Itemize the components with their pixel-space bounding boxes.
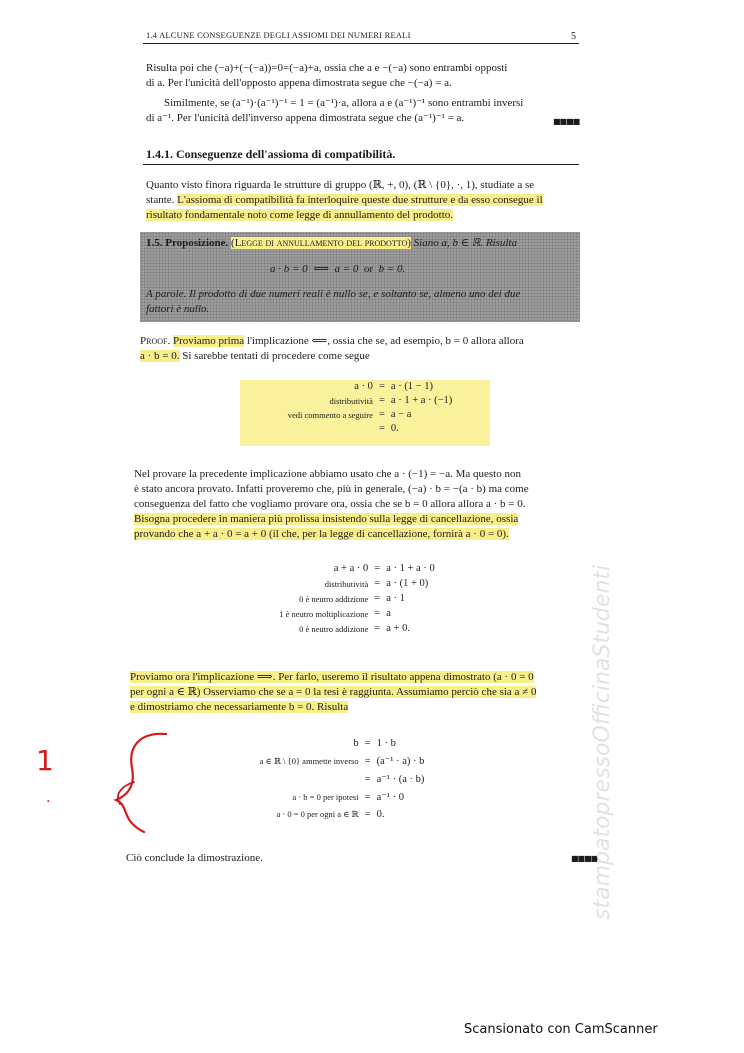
text-line: di a⁻¹. Per l'unicità dell'inverso appena dimostrata segue che (a⁻¹)⁻¹ = a. [146,112,465,124]
equals-sign: = [374,623,381,634]
proof-paragraph-2 [134,467,586,542]
handwritten-1: 1 [36,744,54,777]
proposition-statement [146,236,578,251]
proposition-name: (Legge di annullamento del prodotto) [231,237,411,249]
intro-paragraph-1 [146,61,586,91]
equals-sign: = [364,791,371,803]
proof-paragraph-3 [130,670,592,715]
watermark: stampatopressoOfficinaStudenti [590,564,615,920]
equation-block-3 [212,738,472,820]
equation-right: a [386,608,391,619]
highlighted-text: Proviamo ora l'implicazione ⟹. Per farlo, useremo il risultato appena dimostrato (a · 0 = 0 [130,671,534,683]
formula-part: or [363,263,374,275]
text-line: Quanto visto finora riguarda le strutture di gruppo (ℝ, +, 0), (ℝ \ {0}, ·, 1), studiate a se [146,179,535,191]
text-line: A parole. Il prodotto di due numeri reali è nullo se, e soltanto se, almeno uno dei due [146,288,521,300]
equation-left: a · 0 = 0 per ogni a ∈ ℝ [276,809,359,819]
equation-right: a · 1 [386,593,405,604]
equation-left: a · 0 [354,381,373,392]
scanner-footer: Scansionato con CamScanner [464,1022,658,1037]
equation-left: a ∈ ℝ \ {0} ammette inverso [259,755,359,766]
handwritten-brace-2 [100,728,180,838]
page-number: 5 [571,31,576,42]
proposition-formula [270,262,405,277]
equation-left: 1 è neutro moltiplicazione [279,608,369,619]
text-line: conseguenza del fatto che vogliamo provare ora, ossia che se b = 0 allora allora a · b = 0. [134,498,526,510]
text-line: stante. [146,194,178,206]
text-line: di a. Per l'unicità dell'opposto appena dimostrata segue che −(−a) = a. [146,77,452,89]
text-line: l'implicazione ⟸, ossia che se, ad esempio, b = 0 allora allora [244,335,524,347]
proposition-in-words [146,287,578,317]
equation-right: 1 · b [376,738,396,749]
proposition-label: 1.5. Proposizione. [146,237,229,249]
equation-block-1 [250,381,490,434]
equals-sign: = [364,773,371,785]
highlighted-text: a · b = 0. [140,350,180,362]
highlighted-text: provando che a + a · 0 = a + 0 (il che, per la legge di cancellazione, fornirà a · 0 = 0). [134,528,509,540]
proof-conclusion: Ciò conclude la dimostrazione. [126,852,263,864]
equation-left: 0 è neutro addizione [299,623,369,634]
handwritten-dot: . [46,790,51,806]
equation-left: 0 è neutro addizione [299,593,369,604]
text-line: Si sarebbe tentati di procedere come segue [179,350,370,362]
equals-sign: = [378,381,385,392]
equals-sign: = [378,395,385,406]
equation-left: vedi commento a seguire [287,409,373,420]
equals-sign: = [374,593,381,604]
equals-sign: = [374,563,381,574]
equals-sign: = [364,738,371,749]
proposition-text: Siano a, b ∈ ℝ. Risulta [413,237,517,249]
equation-right: a + 0. [386,623,410,634]
text-line: Risulta poi che (−a)+(−(−a))=0=(−a)+a, ossia che a e −(−a) sono entrambi opposti [146,62,508,74]
equals-sign: = [364,809,371,820]
equation-right: a · (1 + 0) [386,578,429,589]
end-of-proof-mark: ■■■■ [571,854,598,863]
highlighted-text: Proviamo prima [172,335,245,347]
equals-sign: = [378,409,385,420]
equation-right: 0. [390,423,399,434]
text-line: fattori è nullo. [146,303,210,315]
equation-left: distributività [329,395,373,406]
running-header: 1.4 ALCUNE CONSEGUENZE DEGLI ASSIOMI DEI NUMERI REALI [146,30,411,40]
header-rule [143,43,579,44]
section-title: 1.4.1. Conseguenze dell'assioma di compatibilità. [146,147,396,161]
highlighted-text: per ogni a ∈ ℝ) Osserviamo che se a = 0 la tesi è raggiunta. Assumiamo perciò che sia a ≠ 0 [130,686,537,698]
equals-sign: = [364,755,371,767]
equation-right: 0. [376,809,385,820]
equation-right: a⁻¹ · (a · b) [376,774,425,785]
equation-right: a⁻¹ · 0 [376,792,404,803]
formula-part: b = 0. [378,263,406,275]
equation-left: b [353,738,359,749]
proof-paragraph-1 [140,334,586,364]
intro-paragraph-2 [146,96,586,126]
text-line: è stato ancora provato. Infatti proveremo che, più in generale, (−a) · b = −(a · b) ma come [134,483,529,495]
equals-sign: = [378,423,385,434]
end-of-proof-mark: ■■■■ [553,117,580,126]
formula-part: a = 0 [334,263,359,275]
formula-part: a · b = 0 [270,263,308,275]
equation-right: a · 1 + a · (−1) [390,395,453,406]
iff-symbol: ⟺ [313,263,329,275]
equation-right: a · 1 + a · 0 [386,563,435,574]
text-line: Nel provare la precedente implicazione abbiamo usato che a · (−1) = −a. Ma questo non [134,468,521,480]
equation-left: a · b = 0 per ipotesi [292,792,359,802]
equation-block-2 [222,563,492,634]
section-paragraph [146,178,586,223]
section-rule [143,164,579,165]
text-line: Similmente, se (a⁻¹)·(a⁻¹)⁻¹ = 1 = (a⁻¹)·a, allora a e (a⁻¹)⁻¹ sono entrambi inversi [164,97,524,109]
highlighted-text: e dimostriamo che necessariamente b = 0. Risulta [130,701,349,713]
highlighted-text: Bisogna procedere in maniera più prolissa insistendo sulla legge di cancellazione, ossia [134,513,519,525]
equation-left: distributività [324,578,369,589]
proof-label: Proof. [140,335,171,347]
highlighted-text: L'assioma di compatibilità fa interloquire queste due strutture e da esso consegue il [177,194,543,206]
equation-right: a − a [390,409,412,420]
equation-right: a · (1 − 1) [390,381,433,392]
highlighted-text: risultato fondamentale noto come legge di annullamento del prodotto. [146,209,454,221]
equals-sign: = [374,578,381,589]
equals-sign: = [374,608,381,619]
equation-right: (a⁻¹ · a) · b [376,756,425,767]
equation-left: a + a · 0 [333,563,369,574]
